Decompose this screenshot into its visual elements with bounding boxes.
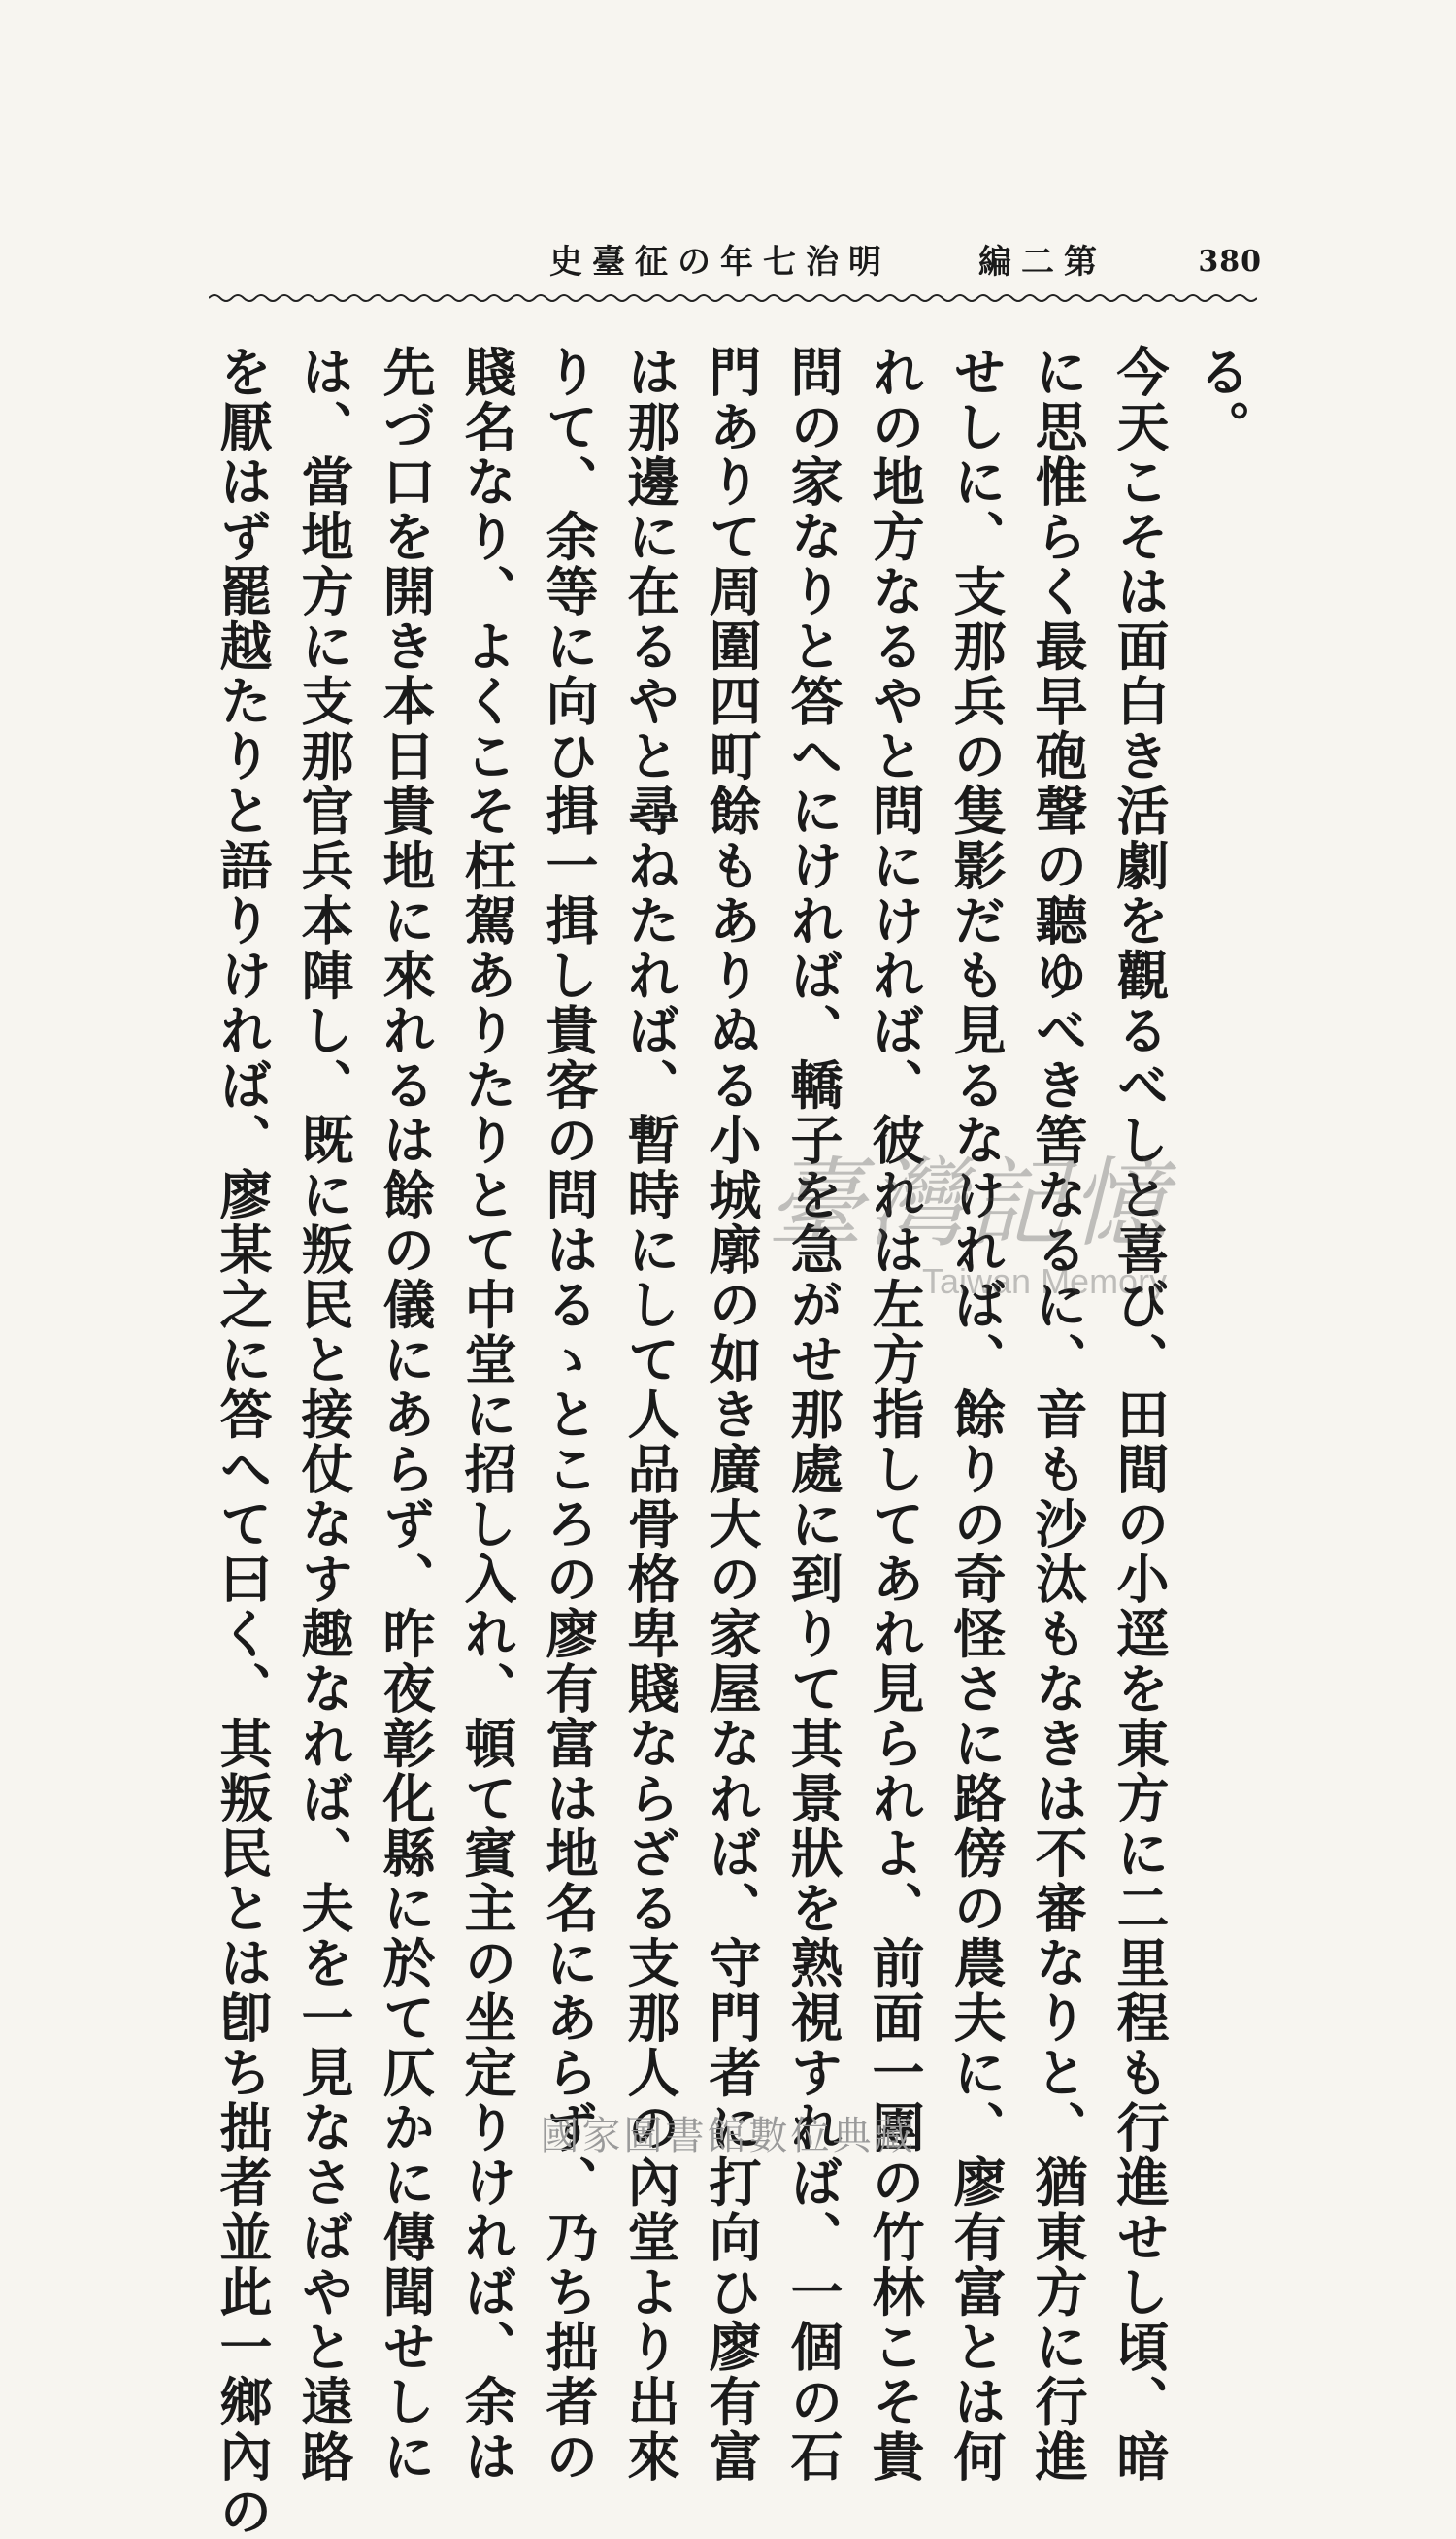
running-title-part: 明治七年の征臺史: [549, 243, 891, 282]
text-column: れの地方なるやと問にければ、彼れは左方指してあれ見られよ、前面一團の竹林こそ貴: [864, 345, 926, 2485]
text-column: 先づ口を開き本日貴地に來れるは餘の儀にあらず、昨夜彰化縣に於て仄かに傳聞せしに: [375, 345, 437, 2485]
text-column: に思惟らく最早砲聲の聽ゆべき筈なるに、音も沙汰もなきは不審なりと、猶東方に行進: [1027, 345, 1089, 2485]
running-header: [194, 233, 1262, 291]
text-column: る。: [1190, 345, 1252, 454]
watermark-sub: Taiwan Memory: [922, 1261, 1168, 1301]
page-number: 380: [1198, 245, 1262, 279]
running-title-part: 第二編: [978, 243, 1107, 282]
text-column: せしに、支那兵の隻影だも見るなければ、餘りの奇怪さに路傍の農夫に、廖有富とは何: [945, 345, 1008, 2485]
text-column: は、當地方に支那官兵本陣し、既に叛民と接仗なす趣なれば、夫を一見なさばやと遠路: [293, 345, 355, 2485]
header-wavy-rule: [209, 291, 1257, 305]
text-column: 問の家なりと答へにければ、轎子を急がせ那處に到りて其景狀を熟視すれば、一個の石: [782, 345, 844, 2485]
text-column: 今天こそは面白き活劇を觀るべしと喜び、田間の小逕を東方に二里程も行進せし頃、暗: [1109, 345, 1171, 2485]
text-column: を厭はず罷越たりと語りければ、廖某之に答へて曰く、其叛民とは卽ち拙者並此一鄉內の: [212, 345, 274, 2539]
running-title: [194, 233, 1262, 291]
watermark-main: 臺灣記憶: [767, 1147, 1171, 1260]
text-column: りて、余等に向ひ揖一揖し貴客の問はるゝところの廖有富は地名にあらず、乃ち拙者の: [538, 345, 600, 2485]
text-column: 賤名なり、よくこそ枉駕ありたりとて中堂に招し入れ、頓て賓主の坐定りければ、余は: [456, 345, 518, 2485]
footer-credit: 國家圖書館數位典藏: [540, 2114, 916, 2158]
text-column: 門ありて周圍四町餘もありぬる小城廓の如き廣大の家屋なれば、守門者に打向ひ廖有富: [701, 345, 763, 2485]
text-column: は那邊に在るやと尋ねたれば、暫時にして人品骨格卑賤ならざる支那人の內堂より出來: [619, 345, 681, 2485]
